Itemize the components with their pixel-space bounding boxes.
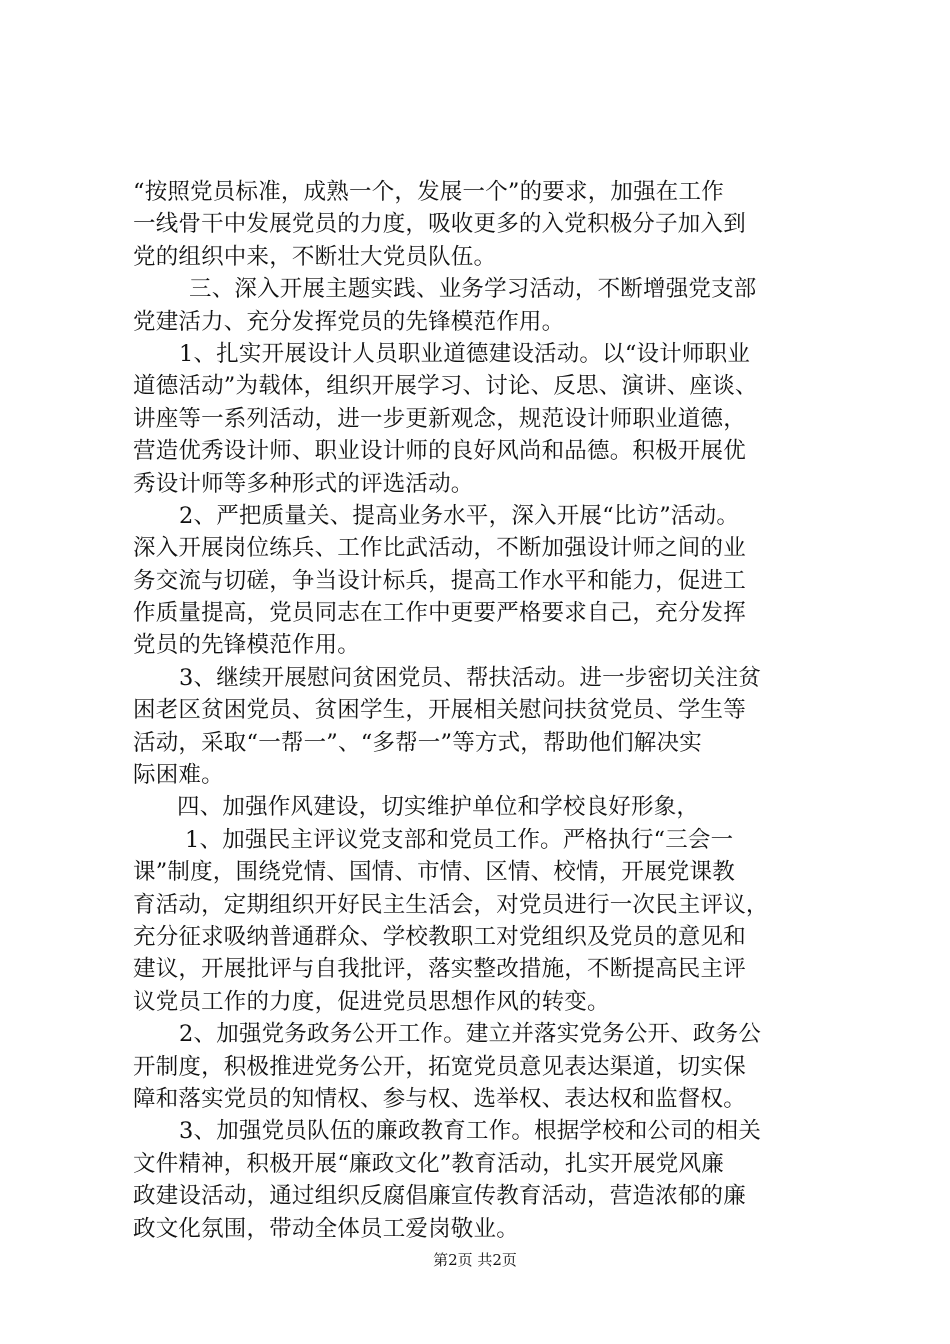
document-body: [133, 176, 833, 1245]
section-heading-three: 三、深入开展主题实践、业务学习活动，不断增强党支部: [189, 276, 757, 303]
text-line: 议党员工作的力度，促进党员思想作风的转变。: [133, 988, 610, 1015]
item-heading-line: 1、加强民主评议党支部和党员工作。严格执行“三会一: [185, 826, 734, 853]
text-line: 政建设活动，通过组织反腐倡廉宣传教育活动，营造浓郁的廉: [133, 1183, 746, 1210]
text-line: 党的组织中来，不断壮大党员队伍。: [133, 243, 497, 270]
item-heading-line: 3、继续开展慰问贫困党员、帮扶活动。进一步密切关注贫: [179, 664, 762, 691]
text-line: 文件精神，积极开展“廉政文化”教育活动，扎实开展党风廉: [133, 1150, 724, 1177]
text-line: 作质量提高，党员同志在工作中更要严格要求自己，充分发挥: [133, 600, 746, 627]
item-heading-line: 2、严把质量关、提高业务水平，深入开展“比访”活动。: [179, 502, 740, 529]
text-line: “按照党员标准，成熟一个，发展一个”的要求，加强在工作: [133, 179, 724, 205]
text-line: 讲座等一系列活动，进一步更新观念，规范设计师职业道德，: [133, 405, 746, 432]
text-line: 充分征求吸纳普通群众、学校教职工对党组织及党员的意见和: [133, 923, 746, 950]
text-line: 党建活力、充分发挥党员的先锋模范作用。: [133, 308, 565, 335]
text-line: 育活动，定期组织开好民主生活会，对党员进行一次民主评议，: [133, 891, 769, 918]
text-line: 活动，采取“一帮一”、“多帮一”等方式，帮助他们解决实: [133, 729, 702, 756]
text-line: 道德活动”为载体，组织开展学习、讨论、反思、演讲、座谈、: [133, 373, 758, 400]
text-line: 党员的先锋模范作用。: [133, 632, 361, 659]
text-line: 一线骨干中发展党员的力度，吸收更多的入党积极分子加入到: [133, 211, 746, 238]
text-line: 障和落实党员的知情权、参与权、选举权、表达权和监督权。: [133, 1085, 746, 1112]
text-line: 建议，开展批评与自我批评，落实整改措施，不断提高民主评: [133, 956, 746, 983]
text-line: 课”制度，围绕党情、国情、市情、区情、校情，开展党课教: [133, 859, 735, 886]
text-line: 营造优秀设计师、职业设计师的良好风尚和品德。积极开展优: [133, 438, 746, 465]
text-line: 困老区贫困党员、贫困学生，开展相关慰问扶贫党员、学生等: [133, 697, 746, 724]
text-line: 深入开展岗位练兵、工作比武活动，不断加强设计师之间的业: [133, 535, 746, 562]
text-line: 际困难。: [133, 762, 224, 789]
item-heading-line: 2、加强党务政务公开工作。建立并落实党务公开、政务公: [179, 1021, 762, 1048]
item-heading-line: 1、扎实开展设计人员职业道德建设活动。以“设计师职业: [179, 340, 751, 367]
text-line: 政文化氛围，带动全体员工爱岗敬业。: [133, 1215, 519, 1242]
page-footer: 第2页 共2页: [433, 1251, 517, 1269]
item-heading-line: 3、加强党员队伍的廉政教育工作。根据学校和公司的相关: [179, 1118, 762, 1145]
section-heading-four: 四、加强作风建设，切实维护单位和学校良好形象，: [177, 794, 700, 821]
text-line: 秀设计师等多种形式的评选活动。: [133, 470, 474, 497]
text-line: 务交流与切磋，争当设计标兵，提高工作水平和能力，促进工: [133, 567, 746, 594]
text-line: 开制度，积极推进党务公开，拓宽党员意见表达渠道，切实保: [133, 1053, 746, 1080]
